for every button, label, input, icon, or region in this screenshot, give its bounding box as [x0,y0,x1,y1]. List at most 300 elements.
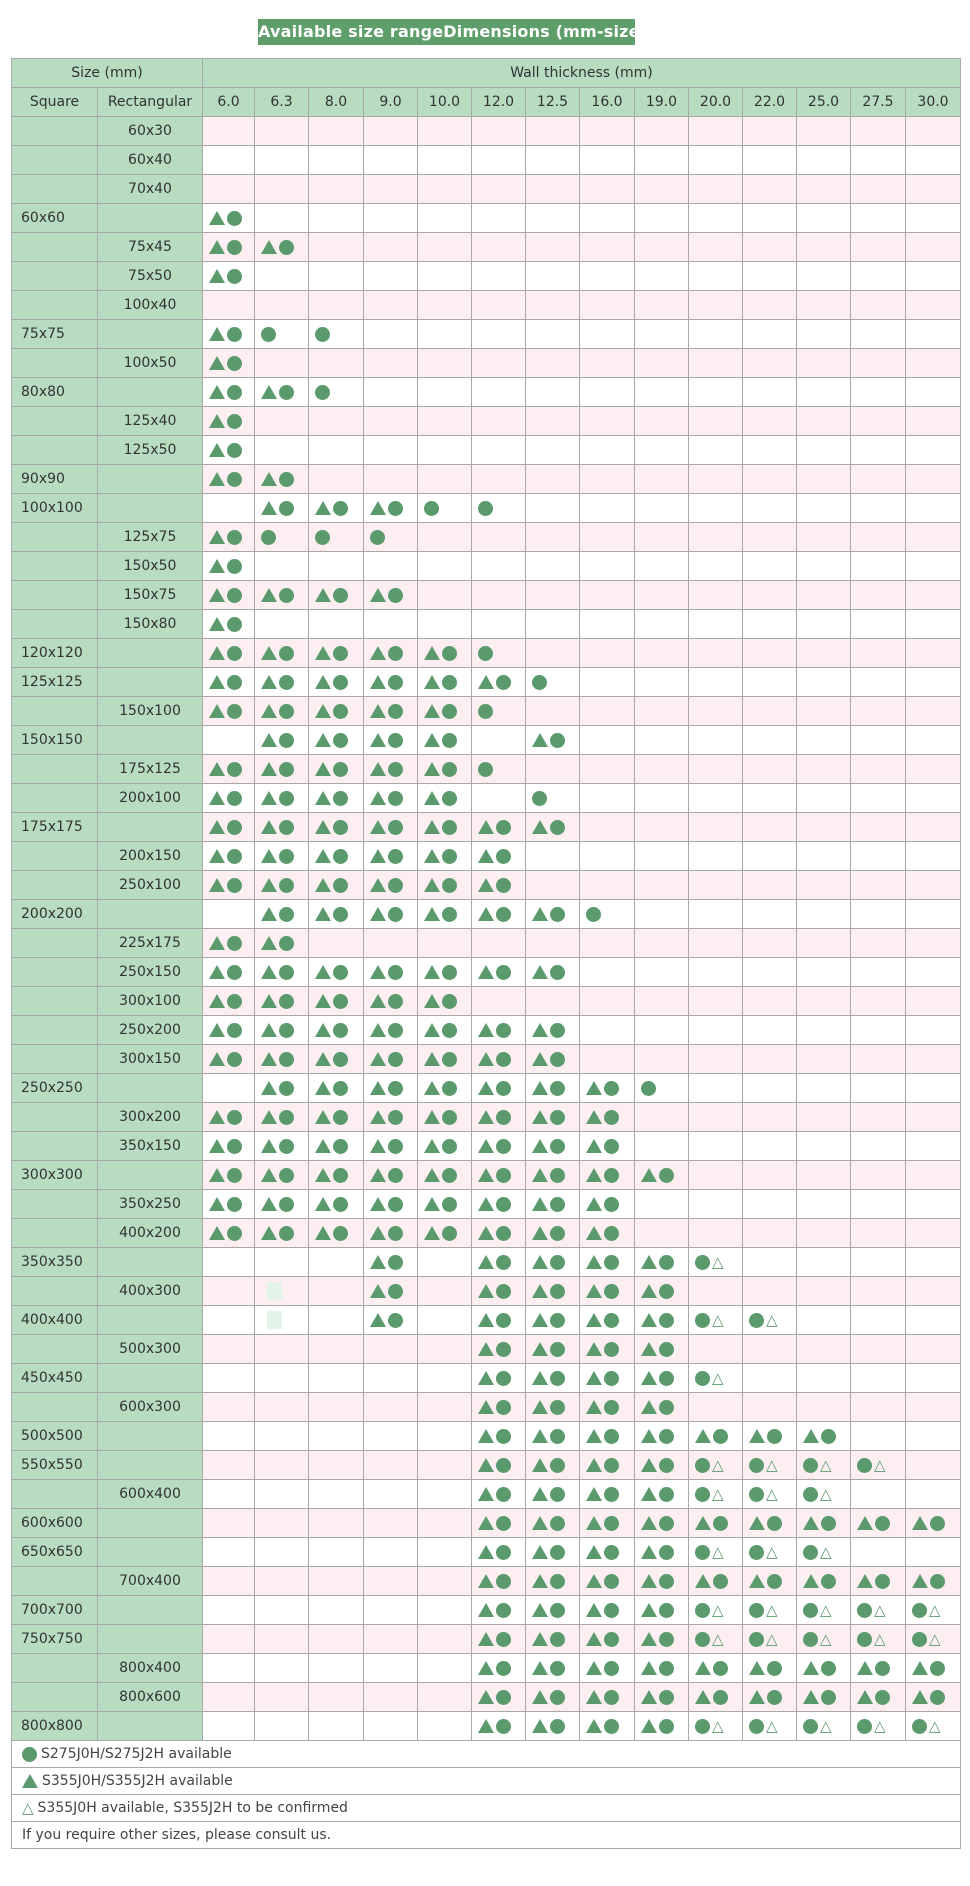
availability-cell [418,900,472,929]
availability-cell [797,1683,851,1712]
availability-cell [906,581,961,610]
triangle-icon [586,1574,602,1588]
availability-cell [906,1074,961,1103]
triangle-icon [261,588,277,602]
triangle-icon [209,849,225,863]
triangle-icon [532,1603,548,1617]
availability-cell [743,1596,797,1625]
circle-icon [695,1313,710,1328]
triangle-icon [424,791,440,805]
legend-note-row [12,1822,961,1849]
circle-icon [442,907,457,922]
circle-icon [930,1690,945,1705]
placeholder-mark [267,1311,282,1329]
availability-cell [743,668,797,697]
triangle-icon [695,1516,711,1530]
circle-icon [659,1661,674,1676]
circle-icon [659,1313,674,1328]
availability-cell [906,1480,961,1509]
availability-cell [797,1509,851,1538]
availability-cell [418,610,472,639]
circle-icon [532,791,547,806]
open-triangle-icon: △ [766,1484,778,1503]
circle-icon [227,530,242,545]
triangle-icon [209,936,225,950]
availability-cell [797,1596,851,1625]
availability-cell [418,1393,472,1422]
open-triangle-icon: △ [22,1798,34,1817]
table-row [12,668,961,697]
availability-cell [851,871,906,900]
availability-cell [418,465,472,494]
rectangular-header: Rectangular [98,88,203,117]
availability-cell [580,1335,635,1364]
square-size-cell [12,581,98,610]
availability-cell [309,1277,364,1306]
availability-cell [580,813,635,842]
availability-cell [526,1132,580,1161]
availability-cell [472,842,526,871]
availability-cell [364,465,418,494]
availability-cell [689,1480,743,1509]
availability-cell [797,610,851,639]
availability-cell [635,1654,689,1683]
triangle-icon [912,1690,928,1704]
circle-icon [496,1516,511,1531]
availability-cell [580,900,635,929]
availability-cell [203,465,255,494]
availability-cell [203,726,255,755]
triangle-icon [478,1371,494,1385]
circle-icon [227,820,242,835]
triangle-icon [749,1429,765,1443]
availability-cell [689,1190,743,1219]
rectangular-size-cell: 75x50 [98,262,203,291]
triangle-icon [315,849,331,863]
rectangular-size-cell [98,1538,203,1567]
availability-cell [255,1625,309,1654]
square-header: Square [12,88,98,117]
circle-icon [388,965,403,980]
triangle-icon [857,1574,873,1588]
availability-cell [743,1422,797,1451]
triangle-icon [370,1284,386,1298]
availability-cell [309,349,364,378]
availability-cell [364,1596,418,1625]
availability-cell [309,610,364,639]
rectangular-size-cell [98,1596,203,1625]
triangle-icon [586,1661,602,1675]
open-triangle-icon: △ [820,1484,832,1503]
availability-cell [635,1045,689,1074]
availability-cell [364,581,418,610]
table-row [12,871,961,900]
table-row [12,929,961,958]
availability-cell [580,262,635,291]
availability-cell [203,1364,255,1393]
availability-cell [580,668,635,697]
square-size-cell: 80x80 [12,378,98,407]
availability-cell [364,987,418,1016]
availability-cell [203,349,255,378]
table-row [12,1654,961,1683]
availability-cell [418,552,472,581]
triangle-icon [261,791,277,805]
availability-cell [906,436,961,465]
triangle-icon [315,965,331,979]
availability-cell [797,117,851,146]
open-triangle-icon: △ [712,1252,724,1271]
availability-cell [364,871,418,900]
rectangular-size-cell: 125x75 [98,523,203,552]
availability-cell [364,349,418,378]
triangle-icon [261,1081,277,1095]
circle-icon [713,1516,728,1531]
availability-cell [797,1306,851,1335]
rectangular-size-cell [98,204,203,233]
circle-icon [659,1545,674,1560]
table-row [12,1277,961,1306]
triangle-icon [424,1226,440,1240]
availability-cell [526,1422,580,1451]
circle-icon [532,675,547,690]
rectangular-size-cell: 150x50 [98,552,203,581]
circle-icon [875,1690,890,1705]
triangle-icon [370,588,386,602]
availability-cell [526,349,580,378]
availability-cell [309,494,364,523]
availability-cell [309,668,364,697]
rectangular-size-cell: 150x100 [98,697,203,726]
availability-cell [580,1045,635,1074]
table-row [12,1509,961,1538]
availability-cell [580,1132,635,1161]
availability-cell [472,784,526,813]
availability-cell [635,1335,689,1364]
square-size-cell: 120x120 [12,639,98,668]
triangle-icon [478,878,494,892]
availability-cell [526,552,580,581]
triangle-icon [370,878,386,892]
availability-cell [906,1277,961,1306]
availability-cell [203,1393,255,1422]
triangle-icon [641,1516,657,1530]
rectangular-size-cell: 500x300 [98,1335,203,1364]
circle-icon [604,1429,619,1444]
availability-cell [797,813,851,842]
availability-cell [797,175,851,204]
availability-cell [743,1654,797,1683]
triangle-icon [532,1197,548,1211]
availability-cell [743,1451,797,1480]
table-row [12,117,961,146]
availability-cell [635,1625,689,1654]
circle-icon [227,1052,242,1067]
availability-cell [797,900,851,929]
availability-cell [364,900,418,929]
availability-cell [743,784,797,813]
table-row [12,987,961,1016]
availability-cell [635,784,689,813]
availability-cell [580,117,635,146]
circle-icon [713,1661,728,1676]
availability-cell [797,378,851,407]
square-size-cell [12,871,98,900]
circle-icon [279,385,294,400]
availability-cell [635,1451,689,1480]
availability-cell [364,1190,418,1219]
availability-cell [526,175,580,204]
circle-icon [478,646,493,661]
availability-cell [743,697,797,726]
availability-cell [203,1248,255,1277]
triangle-icon [478,1632,494,1646]
availability-cell [743,639,797,668]
open-triangle-icon: △ [766,1310,778,1329]
availability-cell [418,1219,472,1248]
triangle-icon [641,1458,657,1472]
rectangular-size-cell: 125x40 [98,407,203,436]
availability-cell [635,1596,689,1625]
circle-icon [875,1574,890,1589]
circle-icon [550,1545,565,1560]
circle-icon [496,675,511,690]
triangle-icon [532,1139,548,1153]
circle-icon [279,849,294,864]
availability-cell [255,291,309,320]
triangle-icon [370,907,386,921]
triangle-icon [478,1255,494,1269]
availability-cell [635,639,689,668]
availability-cell [526,320,580,349]
availability-cell [472,349,526,378]
triangle-icon [424,1139,440,1153]
availability-cell [364,1509,418,1538]
availability-cell [255,1306,309,1335]
circle-icon [821,1516,836,1531]
availability-cell [580,146,635,175]
triangle-icon [532,1371,548,1385]
circle-icon [659,1690,674,1705]
availability-cell [743,1190,797,1219]
availability-cell [580,1103,635,1132]
availability-cell [472,668,526,697]
availability-cell [580,639,635,668]
availability-cell [797,581,851,610]
triangle-icon [641,1168,657,1182]
availability-cell [255,1277,309,1306]
circle-icon [315,327,330,342]
availability-cell [364,233,418,262]
availability-cell [472,407,526,436]
circle-icon [659,1719,674,1734]
availability-cell [851,1393,906,1422]
triangle-icon [209,617,225,631]
thickness-header: 20.0 [689,88,743,117]
triangle-icon [315,1023,331,1037]
triangle-icon [315,501,331,515]
triangle-icon [209,820,225,834]
placeholder-mark [267,1282,282,1300]
availability-cell [364,146,418,175]
availability-cell [418,1683,472,1712]
circle-icon [333,1168,348,1183]
circle-icon [496,1574,511,1589]
availability-cell [851,639,906,668]
availability-cell [689,900,743,929]
availability-cell [364,1248,418,1277]
square-size-cell: 300x300 [12,1161,98,1190]
circle-icon [227,646,242,661]
availability-cell [743,929,797,958]
availability-cell [906,1045,961,1074]
availability-cell [255,1161,309,1190]
circle-icon [333,1226,348,1241]
availability-cell [203,1654,255,1683]
triangle-icon [209,356,225,370]
availability-cell [255,1567,309,1596]
triangle-icon [209,1052,225,1066]
availability-cell [364,1103,418,1132]
square-size-cell: 150x150 [12,726,98,755]
availability-cell [743,494,797,523]
triangle-icon [478,907,494,921]
availability-cell [526,1074,580,1103]
availability-cell [203,697,255,726]
availability-cell [309,1683,364,1712]
triangle-icon [424,907,440,921]
availability-cell [526,523,580,552]
availability-cell [472,1190,526,1219]
circle-icon [496,1632,511,1647]
circle-icon [550,1052,565,1067]
circle-icon [442,849,457,864]
circle-icon [227,1139,242,1154]
availability-cell [906,755,961,784]
triangle-icon [532,1690,548,1704]
table-row [12,1480,961,1509]
availability-cell [689,233,743,262]
circle-icon [604,1284,619,1299]
availability-cell [309,262,364,291]
thickness-header: 6.3 [255,88,309,117]
circle-icon [659,1168,674,1183]
availability-cell [851,117,906,146]
triangle-icon [370,1023,386,1037]
triangle-icon [478,1690,494,1704]
availability-cell [906,842,961,871]
availability-cell [635,465,689,494]
triangle-icon [261,501,277,515]
thickness-header: 6.0 [203,88,255,117]
square-size-cell: 350x350 [12,1248,98,1277]
availability-cell [418,349,472,378]
availability-cell [851,465,906,494]
circle-icon [478,704,493,719]
triangle-icon [695,1690,711,1704]
triangle-icon [532,1574,548,1588]
triangle-icon [857,1661,873,1675]
availability-cell [580,1683,635,1712]
availability-cell [743,117,797,146]
availability-cell [797,1654,851,1683]
availability-cell [743,465,797,494]
availability-cell [418,1712,472,1741]
table-row [12,1422,961,1451]
availability-cell [255,987,309,1016]
wall-thickness-header: Wall thickness (mm) [203,59,961,88]
circle-icon [333,994,348,1009]
circle-icon [912,1603,927,1618]
circle-icon [550,965,565,980]
availability-cell [203,320,255,349]
triangle-icon [749,1574,765,1588]
circle-icon [604,1603,619,1618]
triangle-icon [803,1690,819,1704]
availability-cell [743,755,797,784]
availability-cell [203,842,255,871]
circle-icon [333,675,348,690]
availability-cell [472,1277,526,1306]
table-row [12,1132,961,1161]
availability-cell [743,1219,797,1248]
availability-cell [309,639,364,668]
availability-cell [689,117,743,146]
availability-cell [526,1712,580,1741]
availability-cell [851,494,906,523]
circle-icon [227,617,242,632]
thickness-header: 12.5 [526,88,580,117]
triangle-icon [315,588,331,602]
rectangular-size-cell: 300x150 [98,1045,203,1074]
availability-cell [364,842,418,871]
availability-cell [472,813,526,842]
square-size-cell: 650x650 [12,1538,98,1567]
circle-icon [604,1719,619,1734]
circle-icon [550,1429,565,1444]
availability-cell [472,1103,526,1132]
circle-icon [227,965,242,980]
rectangular-size-cell: 300x200 [98,1103,203,1132]
availability-cell [580,494,635,523]
availability-cell [580,1016,635,1045]
circle-icon [604,1139,619,1154]
circle-icon [604,1342,619,1357]
header-row-top [12,59,961,88]
availability-cell [203,929,255,958]
availability-cell [203,1016,255,1045]
availability-cell [635,1161,689,1190]
availability-cell [526,900,580,929]
availability-cell [364,784,418,813]
availability-cell [203,262,255,291]
availability-cell [203,117,255,146]
availability-cell [203,1509,255,1538]
availability-cell [255,1393,309,1422]
availability-cell [472,1364,526,1393]
circle-icon [315,530,330,545]
square-size-cell: 60x60 [12,204,98,233]
triangle-icon [370,791,386,805]
availability-cell [906,1451,961,1480]
circle-icon [496,1719,511,1734]
availability-cell [689,1335,743,1364]
availability-cell [689,204,743,233]
circle-icon [333,1023,348,1038]
availability-cell [689,1596,743,1625]
triangle-icon [695,1661,711,1675]
triangle-icon [478,1081,494,1095]
